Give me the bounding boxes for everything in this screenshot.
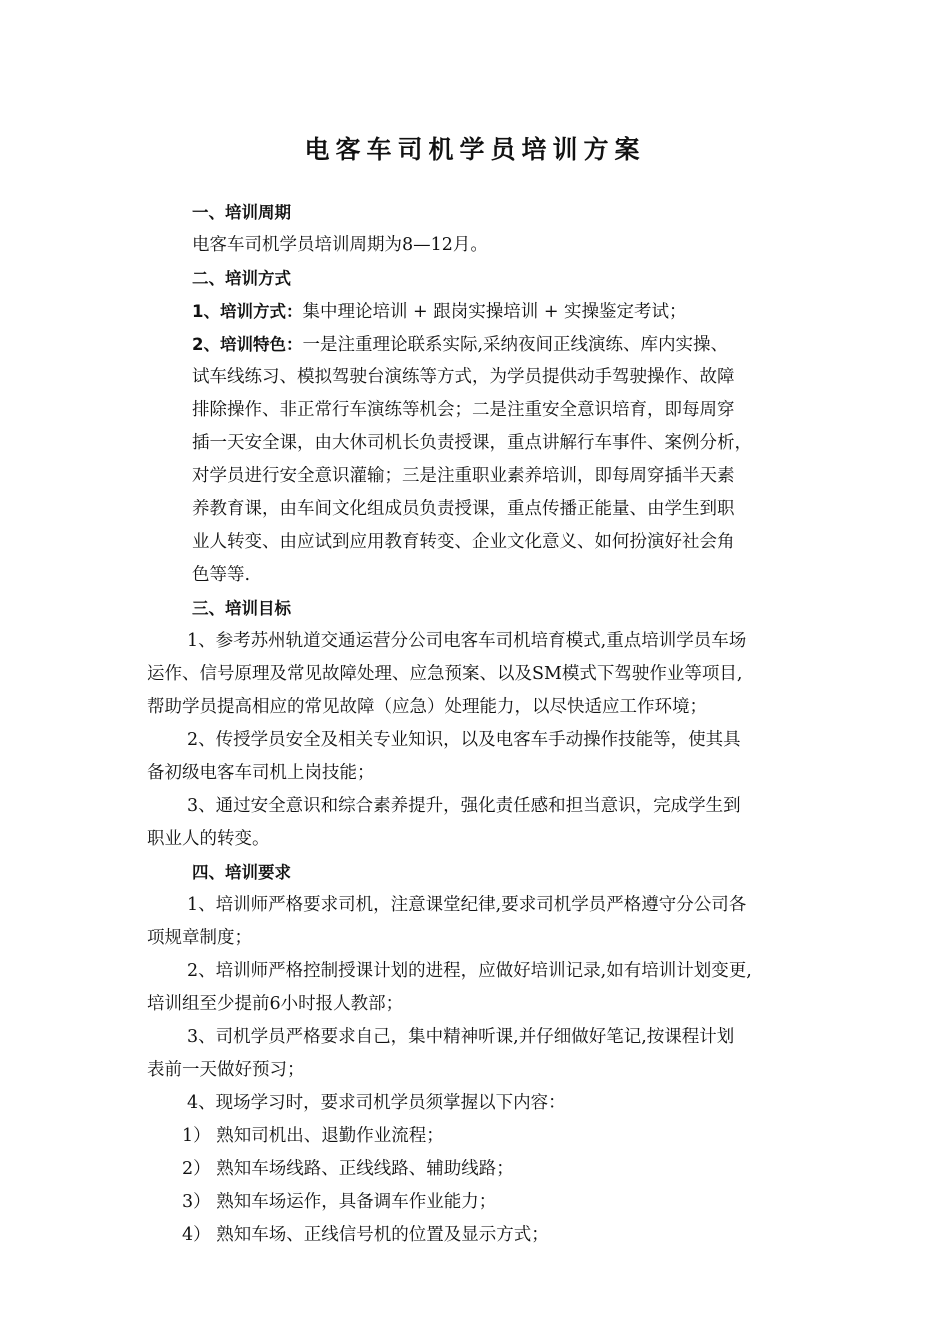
item-text: 一是注重理论联系实际,采纳夜间正线演练、库内实操、 xyxy=(302,335,729,355)
paragraph-line: 1、培训师严格要求司机，注意课堂纪律,要求司机学员严格遵守分公司各 xyxy=(187,895,747,915)
section-heading: 四、培训要求 xyxy=(192,863,291,882)
paragraph-line: 试车线练习、模拟驾驶台演练等方式，为学员提供动手驾驶操作、故障 xyxy=(192,367,735,387)
paragraph-line: 帮助学员提高相应的常见故障（应急）处理能力，以尽快适应工作环境； xyxy=(147,697,707,717)
paragraph-line: 培训组至少提前6小时报人教部； xyxy=(147,994,404,1014)
paragraph-line: 4、现场学习时，要求司机学员须掌握以下内容： xyxy=(187,1093,566,1113)
paragraph-line: 养教育课，由车间文化组成员负责授课，重点传播正能量、由学生到职 xyxy=(192,499,735,519)
paragraph-line: 排除操作、非正常行车演练等机会；二是注重安全意识培育，即每周穿 xyxy=(192,400,735,420)
training-feature-line xyxy=(147,328,807,361)
item-text: 集中理论培训 + 跟岗实操培训 + 实操鉴定考试； xyxy=(302,302,687,322)
paragraph-line: 2、培训师严格控制授课计划的进程，应做好培训记录,如有培训计划变更, xyxy=(187,961,752,981)
list-item: 1） 熟知司机出、退勤作业流程； xyxy=(182,1126,444,1146)
section-heading: 三、培训目标 xyxy=(192,599,291,618)
section-heading: 一、培训周期 xyxy=(192,203,291,222)
paragraph-line: 对学员进行安全意识灌输；三是注重职业素养培训，即每周穿插半天素 xyxy=(192,466,735,486)
paragraph-line: 备初级电客车司机上岗技能； xyxy=(147,763,375,783)
document-body xyxy=(147,196,807,1252)
paragraph-line: 色等等. xyxy=(192,565,251,585)
paragraph-line: 电客车司机学员培训周期为8—12月。 xyxy=(192,235,488,255)
item-label: 2、培训特色： xyxy=(192,335,303,354)
paragraph-line: 业人转变、由应试到应用教育转变、企业文化意义、如何扮演好社会角 xyxy=(192,532,735,552)
paragraph-line: 3、司机学员严格要求自己，集中精神听课,并仔细做好笔记,按课程计划 xyxy=(187,1027,735,1047)
paragraph-line: 1、参考苏州轨道交通运营分公司电客车司机培育模式,重点培训学员车场 xyxy=(187,631,747,651)
paragraph-line: 3、通过安全意识和综合素养提升，强化责任感和担当意识，完成学生到 xyxy=(187,796,741,816)
training-method-line xyxy=(147,295,807,328)
paragraph-line: 表前一天做好预习； xyxy=(147,1060,305,1080)
paragraph-line: 运作、信号原理及常见故障处理、应急预案、以及SM模式下驾驶作业等项目, xyxy=(147,664,743,684)
paragraph-line: 项规章制度； xyxy=(147,928,252,948)
paragraph-line: 插一天安全课，由大休司机长负责授课，重点讲解行车事件、案例分析， xyxy=(192,433,752,453)
paragraph-line: 2、传授学员安全及相关专业知识，以及电客车手动操作技能等，使其具 xyxy=(187,730,741,750)
section-heading: 二、培训方式 xyxy=(192,269,291,288)
list-item: 2） 熟知车场线路、正线线路、辅助线路； xyxy=(182,1159,514,1179)
item-label: 1、培训方式： xyxy=(192,302,303,321)
list-item: 4） 熟知车场、正线信号机的位置及显示方式； xyxy=(182,1225,549,1245)
paragraph-line: 职业人的转变。 xyxy=(147,829,270,849)
document-title: 电客车司机学员培训方案 xyxy=(304,135,646,164)
list-item: 3） 熟知车场运作，具备调车作业能力； xyxy=(182,1192,497,1212)
